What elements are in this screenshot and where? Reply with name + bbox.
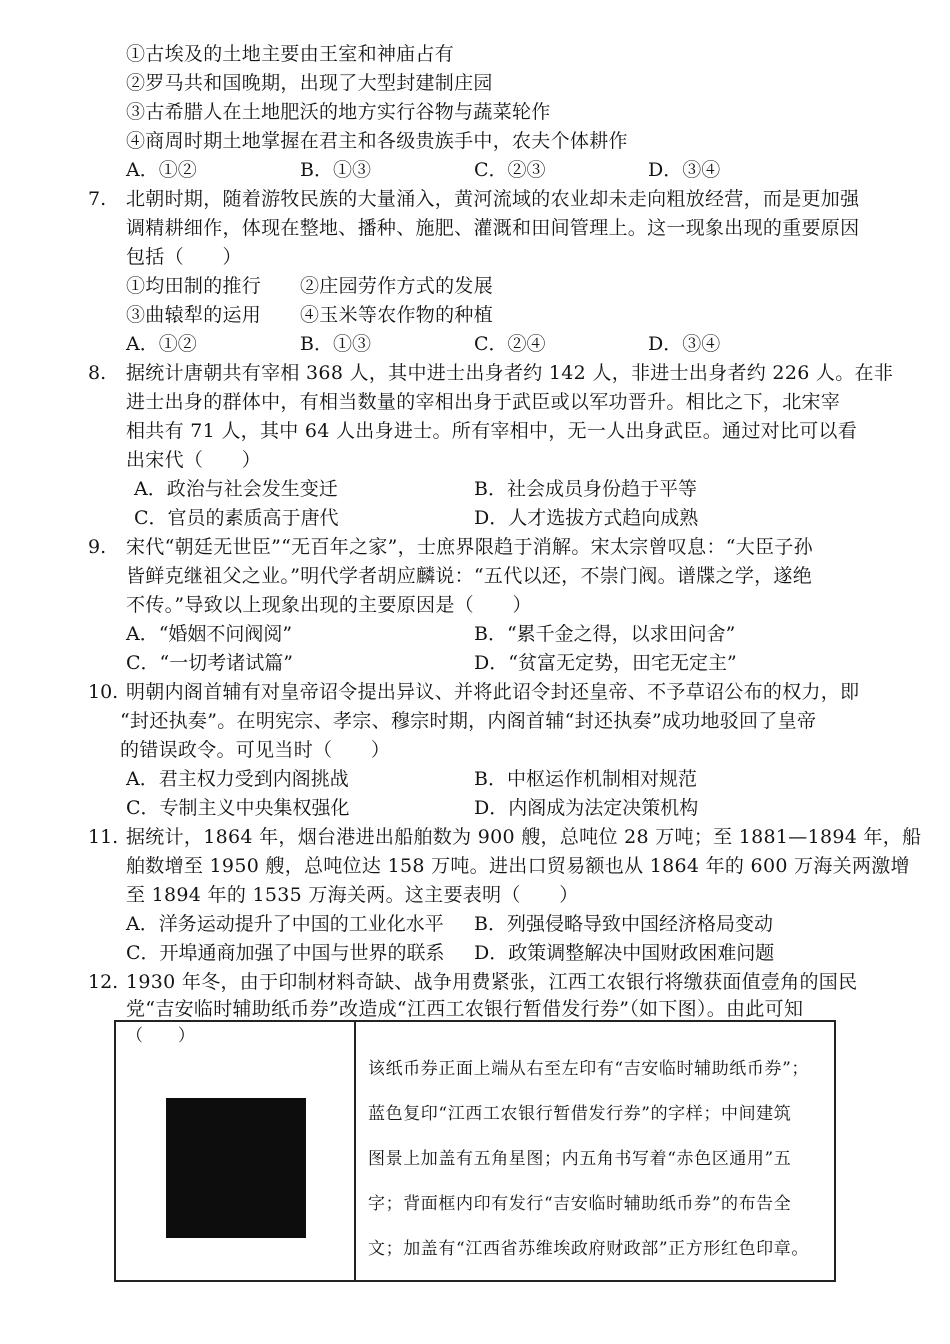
q10-number: 10. <box>88 681 119 703</box>
q11-option-c: C．开埠通商加强了中国与世界的联系 <box>126 942 445 964</box>
q8-option-b: B．社会成员身份趋于平等 <box>474 478 697 500</box>
q8-option-c: C．官员的素质高于唐代 <box>134 507 339 529</box>
q10-option-b: B．中枢运作机制相对规范 <box>474 768 697 790</box>
q7-option-a: A．①② <box>126 333 197 355</box>
q12-description-line-3: 图景上加盖有五角星图；内五角书写着“赤色区通用”五 <box>368 1149 792 1169</box>
q12-number: 12. <box>88 971 119 993</box>
q9-line-2: 皆鲜克继祖父之业。”明代学者胡应麟说：“五代以还，不崇门阀。谱牒之学，遂绝 <box>126 565 813 587</box>
q11-line-1: 据统计，1864 年，烟台港进出船舶数为 900 艘，总吨位 28 万吨；至 1881—1894 年，船 <box>126 826 922 848</box>
q11-option-b: B．列强侵略导致中国经济格局变动 <box>474 913 773 935</box>
q9-line-1: 宋代“朝廷无世臣”“无百年之家”，士庶界限趋于消解。宋太宗曾叹息：“大臣子孙 <box>126 536 813 558</box>
q11-option-a: A．洋务运动提升了中国的工业化水平 <box>126 913 444 935</box>
q9-line-3: 不传。”导致以上现象出现的主要原因是（ ） <box>126 594 532 616</box>
q12-line-2: 党“吉安临时辅助纸币券”改造成“江西工农银行暂借发行券”（如下图）。由此可知 <box>126 998 804 1020</box>
q12-line-1: 1930 年冬，由于印制材料奇缺、战争用费紧张，江西工农银行将缴获面值壹角的国民 <box>126 971 858 993</box>
q6-option-b: B．①③ <box>300 159 371 181</box>
q11-option-d: D．政策调整解决中国财政困难问题 <box>474 942 775 964</box>
q11-line-3: 至 1894 年的 1535 万海关两。这主要表明（ ） <box>126 884 579 906</box>
q7-line-2: 调精耕细作，体现在整地、播种、施肥、灌溉和田间管理上。这一现象出现的重要原因 <box>126 217 860 239</box>
q8-line-2: 进士出身的群体中，有相当数量的宰相出身于武臣或以军功晋升。相比之下，北宋宰 <box>126 391 841 413</box>
q6-option-c: C．②③ <box>474 159 546 181</box>
q10-option-a: A．君主权力受到内阁挑战 <box>126 768 349 790</box>
q12-description-line-1: 该纸币券正面上端从右至左印有“吉安临时辅助纸币券”； <box>368 1059 809 1079</box>
q7-number: 7. <box>88 188 107 210</box>
q7-option-b: B．①③ <box>300 333 371 355</box>
q11-line-2: 舶数增至 1950 艘，总吨位达 158 万吨。进出口贸易额也从 1864 年的 600 万海关两激增 <box>126 855 910 877</box>
q7-line-1: 北朝时期，随着游牧民族的大量涌入，黄河流域的农业却未走向粗放经营，而是更加强 <box>126 188 860 210</box>
q12-description-line-5: 文；加盖有“江西省苏维埃政府财政部”正方形红色印章。 <box>368 1239 809 1259</box>
q7-option-d: D．③④ <box>648 333 721 355</box>
q7-item-4: ④玉米等农作物的种植 <box>300 304 494 326</box>
q7-option-c: C．②④ <box>474 333 546 355</box>
q6-item-1: ①古埃及的土地主要由王室和神庙占有 <box>126 43 455 65</box>
q8-number: 8. <box>88 362 107 384</box>
q11-number: 11. <box>88 826 119 848</box>
q7-line-3: 包括（ ） <box>126 246 242 268</box>
q7-item-3: ③曲辕犁的运用 <box>126 304 262 326</box>
q6-item-3: ③古希腊人在土地肥沃的地方实行谷物与蔬菜轮作 <box>126 101 551 123</box>
banknote-image <box>166 1098 306 1238</box>
q6-option-a: A．①② <box>126 159 197 181</box>
q9-number: 9. <box>88 536 107 558</box>
q8-option-a: A．政治与社会发生变迁 <box>134 478 338 500</box>
q6-item-2: ②罗马共和国晚期，出现了大型封建制庄园 <box>126 72 493 94</box>
q10-option-d: D．内阁成为法定决策机构 <box>474 797 699 819</box>
q9-option-b: B．“累千金之得，以求田问舍” <box>474 623 736 645</box>
q10-line-2: “封还执奏”。在明宪宗、孝宗、穆宗时期，内阁首辅“封还执奏”成功地驳回了皇帝 <box>120 710 817 732</box>
q10-line-1: 明朝内阁首辅有对皇帝诏令提出异议、并将此诏令封还皇帝、不予草诏公布的权力，即 <box>126 681 860 703</box>
q9-option-d: D．“贫富无定势，田宅无定主” <box>474 652 737 674</box>
q10-line-3: 的错误政令。可见当时（ ） <box>120 739 391 761</box>
q9-option-c: C．“一切考诸试篇” <box>126 652 293 674</box>
q10-option-c: C．专制主义中央集权强化 <box>126 797 350 819</box>
q8-line-4: 出宋代（ ） <box>126 449 262 471</box>
q12-description-line-4: 字；背面框内印有发行“吉安临时辅助纸币券”的布告全 <box>368 1194 792 1214</box>
q8-line-3: 相共有 71 人，其中 64 人出身进士。所有宰相中，无一人出身武臣。通过对比可以看 <box>126 420 858 442</box>
q7-item-1: ①均田制的推行 <box>126 275 262 297</box>
q6-item-4: ④商周时期土地掌握在君主和各级贵族手中，农夫个体耕作 <box>126 130 628 152</box>
q9-option-a: A．“婚姻不问阀阅” <box>126 623 293 645</box>
q8-line-1: 据统计唐朝共有宰相 368 人，其中进士出身者约 142 人，非进士出身者约 226 人。在非 <box>126 362 894 384</box>
q12-description-line-2: 蓝色复印“江西工农银行暂借发行券”的字样；中间建筑 <box>368 1104 792 1124</box>
q12-line-3: （ ） <box>126 1026 196 1046</box>
q12-figure-box <box>114 1020 836 1282</box>
q8-option-d: D．人才选拔方式趋向成熟 <box>474 507 699 529</box>
q7-item-2: ②庄园劳作方式的发展 <box>300 275 494 297</box>
figure-divider <box>354 1022 356 1280</box>
q6-option-d: D．③④ <box>648 159 721 181</box>
